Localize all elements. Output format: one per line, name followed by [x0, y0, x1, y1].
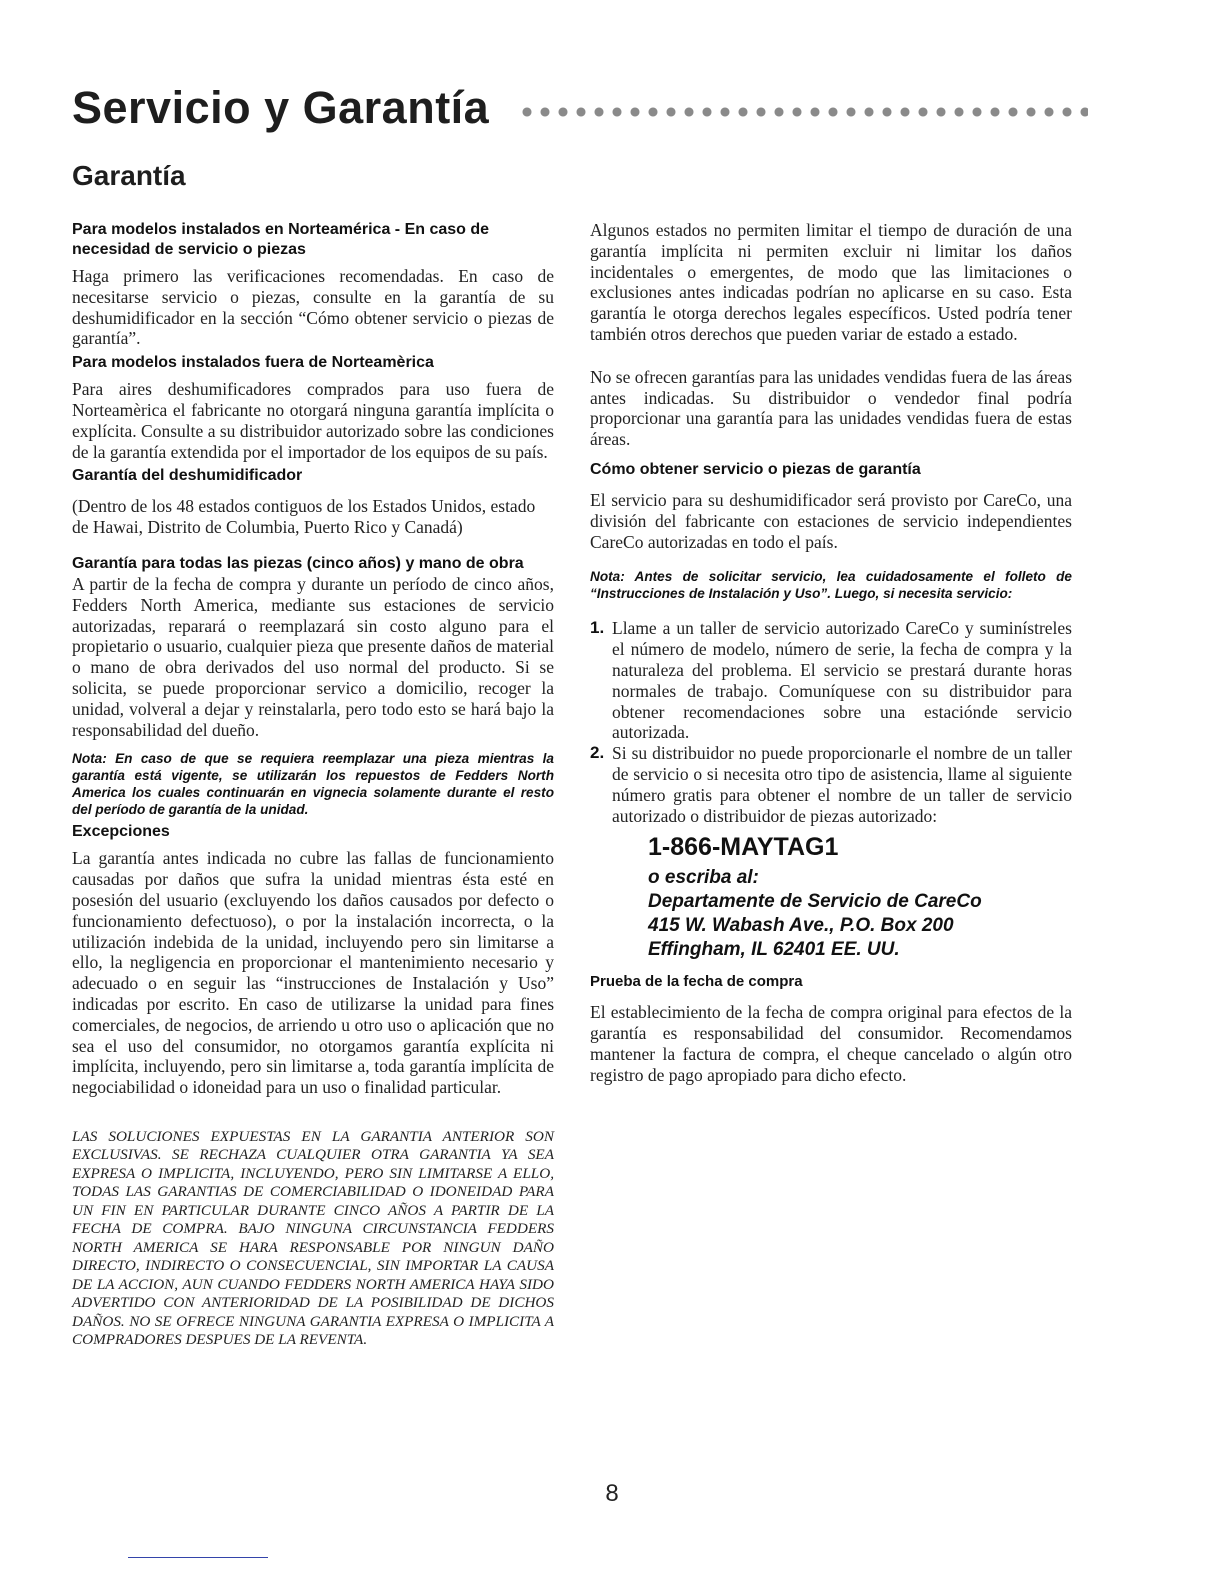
step-text: Si su distribuidor no puede proporcionarle el nombre de un taller de servicio o si necesita otro tipo de asistencia, llame al siguiente número gratis para obtener el nombre de un taller de servicio autorizado o distribuidor de piezas autorizado: — [612, 743, 1072, 826]
paragraph-state-limits: Algunos estados no permiten limitar el tiempo de duración de una garantía implícita ni permiten excluir ni limitar los daños incidentales o emergentes, de modo que las limitaciones o exclusiones antes indicadas podrían no aplicarse en su caso. Esta garantía le otorga derechos legales específicos. Usted podría tener también otros derechos que pueden variar de estado a estado. — [590, 220, 1072, 344]
paragraph-five-year-terms: A partir de la fecha de compra y durante un período de cinco años, Fedders North America, mediante sus estaciones de servicio autorizadas, reparará o reemplazará sin costo alguno para el propietario o usuario, cualquier pieza que presente daños de material o mano de obra derivados del uso normal del producto. Si se solicita, se puede proporcionar servico a domicilio, recoger la unidad, volveral a dejar y reinstalarla, pero todo esto se hará bajo la responsabilidad del dueño. — [72, 573, 554, 740]
heading-outside-north-america: Para modelos instalados fuera de Norteamèrica — [72, 354, 434, 372]
heading-north-america-service: Para modelos instalados en Norteamérica - En caso de necesidad de servicio o piezas — [72, 221, 490, 258]
step-number: 1. — [590, 618, 605, 638]
note-before-service: Nota: Antes de solicitar servicio, lea cuidadosamente el folleto de “Instrucciones de Instalación y Uso”. Luego, si necesita servicio: — [590, 569, 1072, 602]
right-column — [590, 220, 1072, 1086]
address-line: 415 W. Wabash Ave., P.O. Box 200 — [648, 915, 954, 937]
heading-obtain-service: Cómo obtener servicio o piezas de garantía — [590, 460, 921, 478]
heading-five-year-parts: Garantía para todas las piezas (cinco años) y mano de obra — [72, 554, 524, 572]
left-column — [72, 220, 554, 1350]
address-line: Departamente de Servicio de CareCo — [648, 891, 982, 913]
note-replacement-parts: Nota: En caso de que se requiera reemplazar una pieza mientras la garantía está vigente, se utilizarán los repuestos de Fedders North America los cuales continuarán en vignecia solamente durante el resto del período de garantía de la unidad. — [72, 751, 554, 818]
step-number: 2. — [590, 743, 605, 763]
heading-exceptions: Excepciones — [72, 823, 170, 841]
page-number: 8 — [605, 1480, 619, 1507]
title-dotted-rule — [518, 102, 1088, 122]
service-steps-list — [590, 618, 1072, 826]
phone-number: 1-866-MAYTAG1 — [648, 833, 839, 862]
paragraph-outside-warranty: Para aires deshumificadores comprados para uso fuera de Norteamèrica el fabricante no otorgará ninguna garantía implícita o explícita. Consulte a su distribuidor autorizado sobre las condiciones de la garantía extendida por el importador de los equipos de su país. — [72, 379, 554, 462]
paragraph-coverage-area: (Dentro de los 48 estados contiguos de los Estados Unidos, estado de Hawai, Distrito de Columbia, Puerto Rico y Canadá) — [72, 496, 536, 538]
paragraph-no-warranty-outside: No se ofrecen garantías para las unidades vendidas fuera de las áreas antes indicadas. Su distribuidor o vendedor final podría proporcionar una garantía para las unidades vendidas fuera de estas áreas. — [590, 366, 1072, 450]
step-text: Llame a un taller de servicio autorizado CareCo y suminístreles el número de modelo, número de serie, la fecha de compra y la naturaleza del problema. El servicio se prestará durante horas normales de trabajo. Comuníquese con su distribuidor para obtener recomendaciones sobre una estacióndе servicio autorizada. — [612, 618, 1072, 743]
write-to-label: o escriba al: — [648, 867, 759, 889]
footer-rule — [128, 1557, 268, 1558]
contact-block — [648, 832, 1072, 962]
list-item — [590, 618, 1072, 743]
warranty-disclaimer: LAS SOLUCIONES EXPUESTAS EN LA GARANTIA ANTERIOR SON EXCLUSIVAS. SE RECHAZA CUALQUIER OTRA GARANTIA YA SEA EXPRESA O IMPLICITA, INCLUYENDO, PERO SIN LIMITARSE A ELLO, TODAS LAS GARANTIAS DE COMERCIABILIDAD O IDONEIDAD PARA UN FIN EN PARTICULAR DURANTE CINCO AÑOS A PARTIR DE LA FECHA DE COMPRA. BAJO NINGUNA CIRCUNSTANCIA FEDDERS NORTH AMERICA SE HARA RESPONSABLE POR NINGUN DAÑO DIRECTO, INDIRECTO O CONSECUENCIAL, SIN IMPORTAR LA CAUSA DE LA ACCION, AUN CUANDO FEDDERS NORTH AMERICA HAYA SIDO ADVERTIDO CON ANTERIORIDAD DE LA POSIBILIDAD DE DICHOS DAÑOS. NO SE OFRECE NINGUNA GARANTIA EXPRESA O IMPLICITA A COMPRADORES DESPUES DE LA REVENTA. — [72, 1127, 554, 1349]
paragraph-check-first: Haga primero las verificaciones recomendadas. En caso de necesitarse servicio o piezas, consulte en la garantía de su deshumidificador en la sección “Cómo obtener servicio o piezas de garantía”. — [72, 266, 554, 349]
paragraph-exceptions: La garantía antes indicada no cubre las fallas de funcionamiento causadas por daños que sufra la unidad mientras ésta esté en posesión del usuario (excluyendo los daños causados por defecto o funcionamiento defectuoso), o por la instalación incorrecta, o la utilización indebida de la unidad, incluyendo pero sin limitarse a ello, la negligencia en proporcionar el mantenimiento necesario y adecuado o en seguir las “instrucciones de Instalación y Uso” indicadas por escrito. En caso de utilizarse la unidad para fines comerciales, de negocios, de arriendo u otro uso o aplicación que no sea el uso del consumidor, no otorgamos garantía explícita ni implícita, incluyendo, pero sin limitarse a, toda garantía implícita de negociabilidad o idoneidad para un uso o finalidad particular. — [72, 848, 554, 1098]
page-title: Servicio y Garantía — [72, 82, 490, 133]
paragraph-proof-of-purchase: El establecimiento de la fecha de compra original para efectos de la garantía es responsabilidad del consumidor. Recomendamos mantener la factura de compra, el cheque cancelado o algún otro registro de pago apropiado para dicho efecto. — [590, 1002, 1072, 1085]
address-line: Effingham, IL 62401 EE. UU. — [648, 939, 900, 961]
heading-dehumidifier-warranty: Garantía del deshumidificador — [72, 467, 303, 485]
list-item — [590, 743, 1072, 826]
section-title: Garantía — [72, 160, 186, 191]
heading-proof-of-purchase: Prueba de la fecha de compra — [590, 973, 803, 991]
paragraph-careco-service: El servicio para su deshumidificador será provisto por CareCo, una división del fabricante con estaciones de servicio independientes CareCo autorizadas en todo el país. — [590, 489, 1072, 552]
